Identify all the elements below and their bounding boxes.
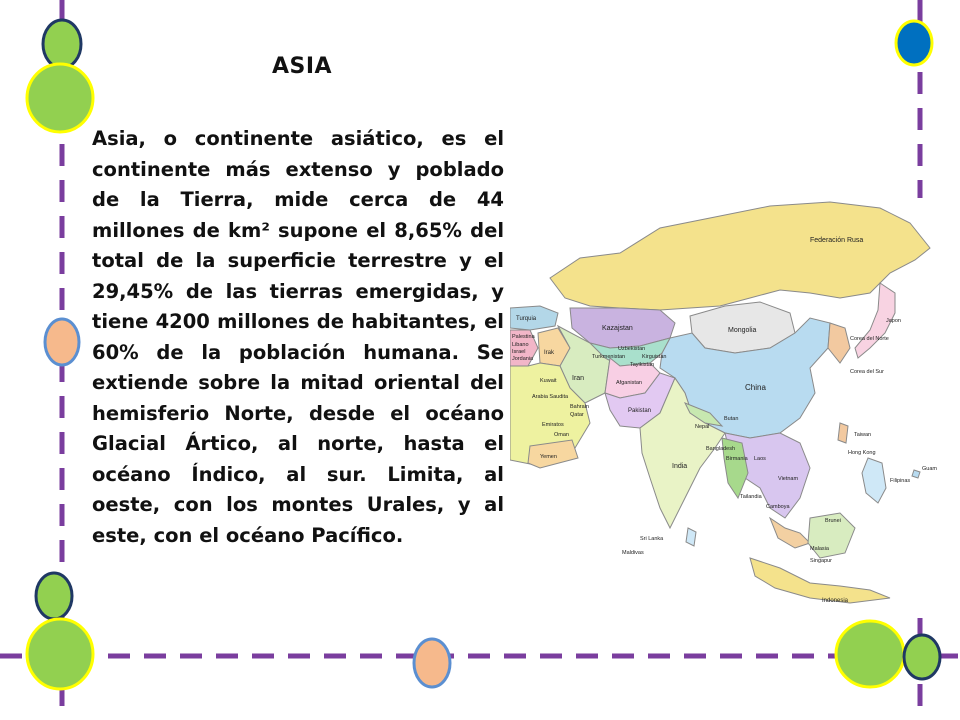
label-kuwait: Kuwait [540, 378, 557, 384]
green-circle-bottom-small [36, 573, 72, 619]
label-bahrain: Bahrain [570, 404, 589, 410]
asia-map [510, 198, 942, 618]
label-libano: Libano [512, 342, 529, 348]
label-irak: Irak [544, 350, 555, 356]
label-palestina: Palestina [512, 334, 535, 340]
label-oman: Oman [554, 432, 569, 438]
label-kirguistan: Kirguistan [642, 354, 667, 360]
taiwan-region [838, 423, 848, 443]
label-butan: Butan [724, 416, 739, 422]
label-mongolia: Mongolia [728, 327, 757, 334]
label-taiwan: Taiwan [854, 432, 872, 438]
label-yemen: Yemen [540, 454, 557, 460]
slide-title: ASIA [272, 54, 333, 79]
label-maldivas: Maldivas [622, 550, 644, 556]
label-pakistan: Pakistan [628, 408, 652, 414]
green-circle-bottom-right-small [904, 635, 940, 679]
label-brunei: Brunei [825, 518, 841, 524]
guam-marker [912, 470, 920, 478]
label-singapur: Singapur [810, 558, 833, 564]
salmon-circle-bottom [414, 639, 450, 687]
label-sri-lanka: Sri Lanka [640, 536, 664, 542]
label-jordania: Jordania [512, 356, 534, 362]
label-hong-kong: Hong Kong [848, 450, 876, 456]
label-guam: Guam [922, 466, 937, 472]
label-indonesia: Indonesia [822, 598, 849, 604]
label-corea-sur: Corea del Sur [850, 369, 884, 375]
label-tayikistan: Tayikistan [630, 362, 655, 368]
sri-lanka-region [686, 528, 696, 546]
green-circle-top-small [43, 20, 81, 68]
label-malasia: Malasia [810, 546, 829, 552]
label-emiratos: Emiratos [542, 422, 564, 428]
label-afganistan: Afganistan [616, 380, 642, 386]
label-india: India [672, 463, 688, 470]
label-qatar: Qatar [570, 412, 584, 418]
label-laos: Laos [754, 456, 766, 462]
label-turkmenistan: Turkmenistan [592, 354, 626, 360]
label-arabia: Arabia Saudita [532, 394, 569, 400]
label-tailandia: Tailandia [740, 494, 762, 500]
label-corea-norte: Corea del Norte [850, 336, 889, 342]
label-camboya: Camboya [766, 504, 790, 510]
label-nepal: Nepal [695, 424, 710, 430]
label-bangladesh: Bangladesh [706, 446, 736, 452]
label-kazajstan: Kazajstan [602, 325, 633, 332]
label-filipinas: Filipinas [890, 478, 911, 484]
blue-circle-top-right [896, 21, 932, 65]
salmon-circle-left [45, 319, 79, 365]
slide-paragraph: Asia, o continente asiático, es el continente más extenso y poblado de la Tierra, mide cerca de 44 millones de km² supone el 8,65% del total de la superficie terrestre y el 29,45% de las tierras emergidas, y tiene 4200 millones de habitantes, el 60% de la población humana. Se extiende sobre la mitad oriental del hemisferio Norte, desde el océano Glacial Ártico, al norte, hasta el océano Índico, al sur. Limita, al oeste, con los montes Urales, y al este, con el océano Pacífico. [92, 127, 504, 547]
label-uzbekistan: Uzbekistan [618, 346, 646, 352]
label-japon: Japon [886, 318, 901, 324]
label-israel: Israel [512, 349, 526, 355]
green-circle-bottom-right-large [836, 621, 904, 687]
label-russia: Federación Rusa [810, 237, 864, 244]
label-iran: Iran [572, 375, 585, 382]
label-china: China [745, 383, 766, 392]
label-turquia: Turquia [516, 316, 537, 322]
green-circle-bottom-large [27, 619, 93, 689]
green-circle-top-large [27, 64, 93, 132]
label-vietnam: Vietnam [778, 476, 799, 482]
label-birmania: Birmania [726, 456, 748, 462]
